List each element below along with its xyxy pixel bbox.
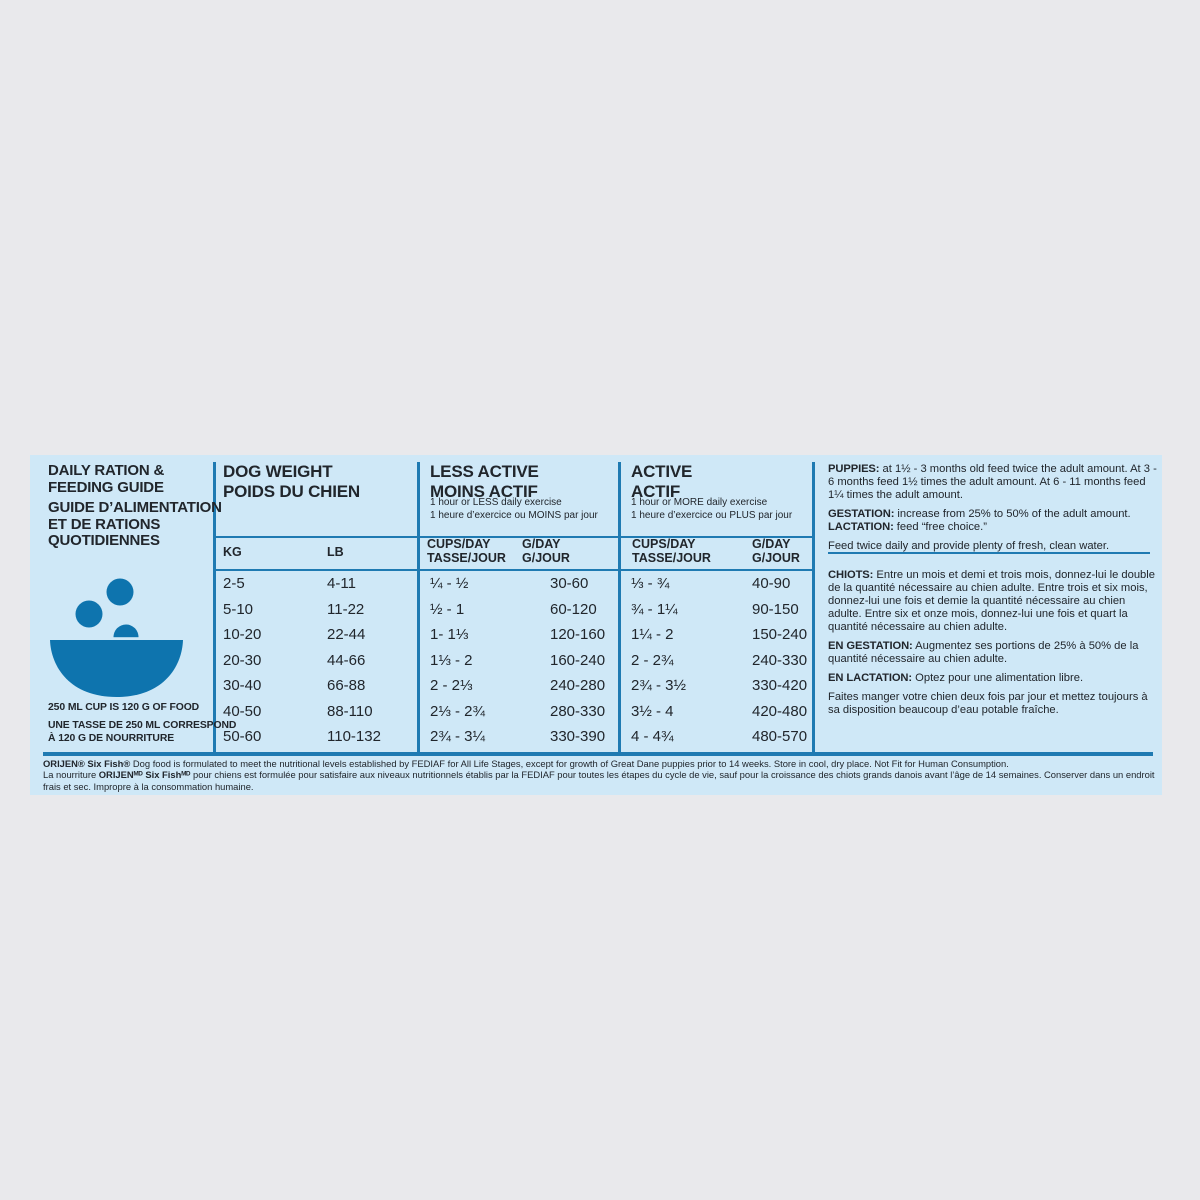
less-active-header-en: LESS ACTIVE xyxy=(430,462,539,481)
en-lactation-label: EN LACTATION: xyxy=(828,672,913,684)
disclaimer xyxy=(43,758,1155,792)
table-cell: ¾ - 1¼ xyxy=(631,600,678,618)
cups-day-label: CUPS/DAY xyxy=(632,537,696,551)
less-active-header-fr: MOINS ACTIF xyxy=(430,481,538,501)
en-gestation-label: EN GESTATION: xyxy=(828,640,913,652)
g-jour-label: G/JOUR xyxy=(752,550,800,565)
cup-note-fr xyxy=(48,720,236,745)
less-active-note-en: 1 hour or LESS daily exercise xyxy=(430,497,562,508)
less-active-note-fr: 1 heure d’exercice ou MOINS par jour xyxy=(430,510,598,521)
g-day-label: G/DAY xyxy=(752,537,791,551)
lactation-label: LACTATION: xyxy=(828,521,894,533)
table-cell: 2-5 xyxy=(223,575,245,592)
food-bowl-icon xyxy=(45,573,195,705)
active-note xyxy=(631,496,792,522)
table-cell: 330-390 xyxy=(550,728,606,746)
column-divider xyxy=(618,462,621,754)
table-cell: ⅓ - ¾ xyxy=(631,575,670,592)
less-active-note xyxy=(430,496,598,522)
table-cell: 1⅓ - 2 xyxy=(430,651,473,669)
guide-title-fr-line3: QUOTIDIENNES xyxy=(48,532,160,549)
g-day-label: G/DAY xyxy=(522,537,561,551)
table-cell: 40-90 xyxy=(752,575,791,592)
water-advice-en: Feed twice daily and provide plenty of fresh, clean water. xyxy=(828,540,1110,552)
cup-note-en: 250 ML CUP IS 120 G OF FOOD xyxy=(48,702,200,713)
feeding-advice xyxy=(828,463,1158,723)
table-cell: 44-66 xyxy=(327,651,366,669)
table-cell: 3½ - 4 xyxy=(631,702,674,720)
table-bottom-rule xyxy=(43,752,1153,756)
guide-title-fr-line1: GUIDE D’ALIMENTATION xyxy=(48,499,222,516)
table-cell: 150-240 xyxy=(752,626,808,644)
disclaimer-fr xyxy=(43,769,1155,792)
brand-name-fr: ORIJENᴹᴰ Six Fishᴹᴰ xyxy=(98,769,191,781)
active-cups-column xyxy=(631,571,686,750)
table-cell: 480-570 xyxy=(752,728,808,746)
column-divider xyxy=(417,462,420,754)
table-cell: 420-480 xyxy=(752,702,808,720)
table-cell: 120-160 xyxy=(550,626,606,644)
guide-title-en-line2: FEEDING GUIDE xyxy=(48,478,164,496)
table-cell: 20-30 xyxy=(223,651,262,669)
en-lactation-text: Optez pour une alimentation libre. xyxy=(912,672,1084,684)
kg-column xyxy=(223,571,261,750)
feeding-guide-panel xyxy=(30,455,1162,795)
table-cell: 160-240 xyxy=(550,651,606,669)
table-cell: 4 - 4¾ xyxy=(631,728,674,746)
en-lactation-advice xyxy=(828,672,1158,685)
dog-weight-header-en: DOG WEIGHT xyxy=(223,462,333,481)
table-cell: 1- 1⅓ xyxy=(430,626,469,644)
disclaimer-en-text: Dog food is formulated to meet the nutritional levels established by FEDIAF for All Life Stages, except for growth of Great Dane puppies prior to 14 weeks. Store in cool, dry place. Not Fit for Human Consumption. xyxy=(130,758,1009,769)
table-cell: 40-50 xyxy=(223,702,262,720)
cups-day-label: CUPS/DAY xyxy=(427,537,491,551)
active-grams-column xyxy=(752,571,807,750)
gestation-label: GESTATION: xyxy=(828,508,895,520)
dog-weight-header-fr: POIDS DU CHIEN xyxy=(223,481,360,501)
table-cell: ¼ - ½ xyxy=(430,575,469,592)
en-gestation-text: Augmentez ses portions de 25% à 50% de la quantité nécessaire au chien adulte. xyxy=(828,640,1139,665)
kg-column-header: KG xyxy=(223,545,242,559)
table-cell: 1¼ - 2 xyxy=(631,626,674,644)
gestation-advice xyxy=(828,508,1158,521)
table-cell: 330-420 xyxy=(752,677,808,695)
table-cell: 88-110 xyxy=(327,702,373,720)
less-active-cups-header xyxy=(427,538,506,565)
table-cell: 30-60 xyxy=(550,575,589,592)
table-cell: 66-88 xyxy=(327,677,366,695)
table-cell: 60-120 xyxy=(550,600,597,618)
puppies-label: PUPPIES: xyxy=(828,463,880,475)
chiots-advice xyxy=(828,569,1158,634)
active-header-en: ACTIVE xyxy=(631,462,693,481)
active-note-fr: 1 heure d’exercice ou PLUS par jour xyxy=(631,510,793,521)
guide-title-en-line1: DAILY RATION & xyxy=(48,462,165,479)
disclaimer-fr-text: pour chiens est formulée pour satisfaire aux niveaux nutritionnels établis par la FEDIAF pour toutes les étapes du cycle de vie, sauf pour la croissance des chiots grands danois avant l’âge de 14 semaines. Conserver dans un endroit frais et sec. Impropre à la consommation humaine. xyxy=(43,769,1155,792)
cup-note-fr-line2: À 120 G DE NOURRITURE xyxy=(48,732,175,744)
cup-note-fr-line1: UNE TASSE DE 250 ML CORRESPOND xyxy=(48,720,237,731)
table-cell: 110-132 xyxy=(327,728,381,746)
lactation-text: feed “free choice.” xyxy=(893,521,987,533)
active-header-fr: ACTIF xyxy=(631,481,681,501)
less-active-cups-column xyxy=(430,571,485,750)
table-cell: ½ - 1 xyxy=(430,600,465,618)
table-cell: 2¾ - 3¼ xyxy=(430,728,486,746)
gestation-text: increase from 25% to 50% of the adult amount. xyxy=(894,508,1131,520)
table-cell: 2¾ - 3½ xyxy=(631,677,687,695)
chiots-text: Entre un mois et demi et trois mois, donnez-lui le double de la quantité nécessaire au chien adulte. Entre trois et six mois, donnez-lui une fois et demie la quantité nécessaire au chien adulte. Entre six et onze mois, donnez-lui une fois et quart la quantité nécessaire au chien adulte. xyxy=(828,569,1155,633)
table-cell: 280-330 xyxy=(550,702,606,720)
brand-name-en: ORIJEN® Six Fish® xyxy=(43,758,131,769)
guide-title-fr-line2: ET DE RATIONS xyxy=(48,515,161,533)
table-cell: 2 - 2¾ xyxy=(631,651,674,669)
table-cell: 5-10 xyxy=(223,600,254,618)
table-cell: 11-22 xyxy=(327,600,365,618)
subheader-top-rule xyxy=(213,536,814,538)
table-cell: 30-40 xyxy=(223,677,262,695)
table-cell: 10-20 xyxy=(223,626,262,644)
puppies-advice xyxy=(828,463,1158,502)
table-cell: 240-330 xyxy=(752,651,808,669)
guide-title xyxy=(48,463,222,550)
table-cell: 22-44 xyxy=(327,626,366,644)
water-advice-fr: Faites manger votre chien deux fois par jour et mettez toujours à sa disposition beaucoup d’eau potable fraîche. xyxy=(828,691,1148,716)
lb-column-header: LB xyxy=(327,545,344,559)
chiots-label: CHIOTS: xyxy=(828,569,874,581)
table-cell: 2⅓ - 2¾ xyxy=(430,702,486,720)
tasse-jour-label: TASSE/JOUR xyxy=(632,550,711,565)
en-gestation-advice xyxy=(828,640,1158,666)
less-active-grams-header xyxy=(522,538,570,565)
column-divider xyxy=(812,462,815,754)
active-note-en: 1 hour or MORE daily exercise xyxy=(631,497,768,508)
table-cell: 4-11 xyxy=(327,575,356,592)
active-grams-header xyxy=(752,538,800,565)
dog-weight-header xyxy=(223,462,360,501)
g-jour-label: G/JOUR xyxy=(522,550,570,565)
disclaimer-fr-lead: La nourriture xyxy=(43,769,99,781)
disclaimer-en xyxy=(43,758,1155,769)
lactation-advice xyxy=(828,521,1158,534)
table-cell: 90-150 xyxy=(752,600,799,618)
active-cups-header xyxy=(632,538,711,565)
table-cell: 2 - 2⅓ xyxy=(430,677,473,695)
lb-column xyxy=(327,571,381,750)
subheader-bottom-rule xyxy=(213,569,814,571)
tasse-jour-label: TASSE/JOUR xyxy=(427,550,506,565)
table-cell: 50-60 xyxy=(223,728,262,746)
table-cell: 240-280 xyxy=(550,677,606,695)
less-active-grams-column xyxy=(550,571,605,750)
puppies-text: at 1½ - 3 months old feed twice the adult amount. At 3 - 6 months feed 1½ times the adult amount. At 6 - 11 months feed 1¼ times the adult amount. xyxy=(828,463,1157,501)
